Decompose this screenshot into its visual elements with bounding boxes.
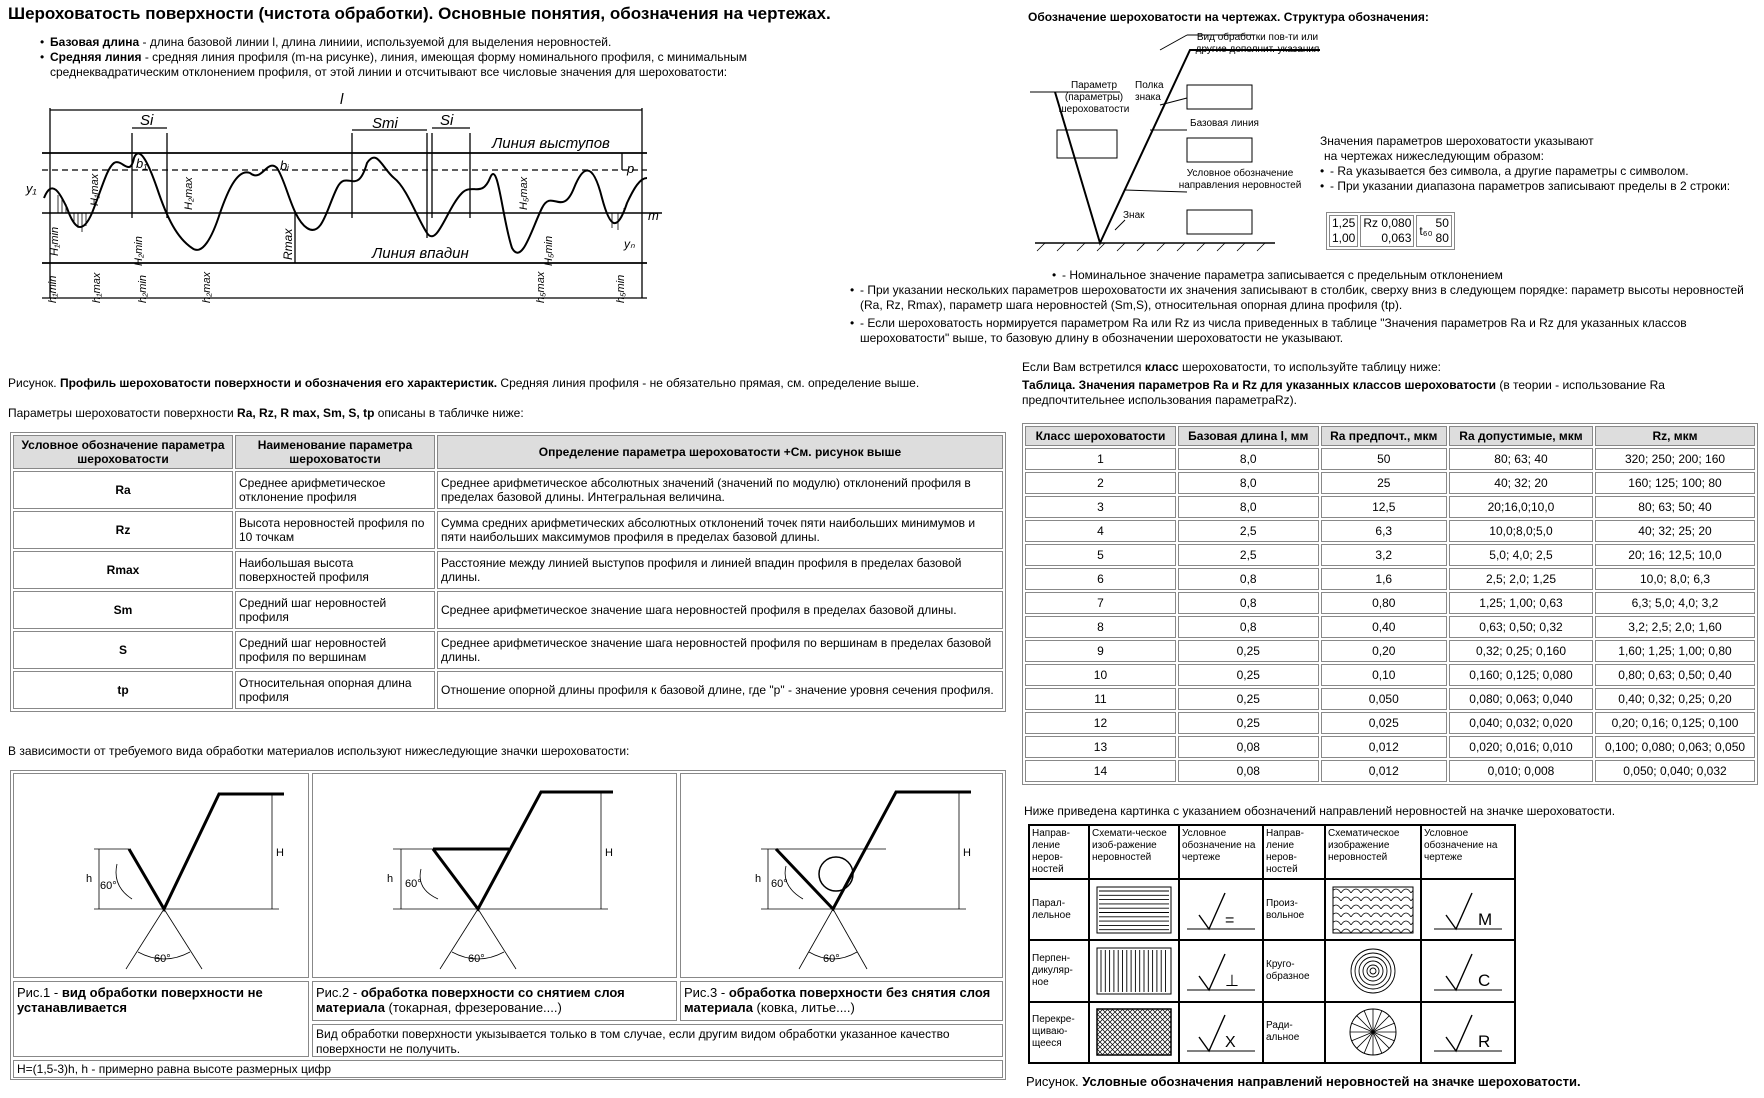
table-cell: tp xyxy=(13,671,233,709)
direction-sign xyxy=(1421,1002,1515,1063)
direction-name: Ради-альное xyxy=(1263,1002,1325,1063)
table-cell: 1,6 xyxy=(1321,568,1447,590)
sign-h-note: H=(1,5-3)h, h - примерно равна высоте размерных цифр xyxy=(13,1060,1003,1078)
table-row xyxy=(13,591,1003,629)
ex-rz2: 0,063 xyxy=(1381,231,1412,245)
label-bi: bᵢ xyxy=(280,158,289,173)
range-example xyxy=(1326,212,1455,250)
values-bullet-4: • - При указании нескольких параметров шероховатости их значения записывают в столбик, сверху вниз в следующем порядке: параметр высоты неровностей (Ra, Rz, Rmax), параметр шага неровностей (Sm,S), относительная опорная длина профиля (tp). xyxy=(850,283,1760,313)
pattern-image xyxy=(1089,879,1179,940)
angle-label: 60° xyxy=(771,878,788,890)
table-cell: 2,5 xyxy=(1178,520,1319,542)
label-l: l xyxy=(340,91,344,108)
table-cell: 13 xyxy=(1025,736,1176,758)
table-cell: 0,050 xyxy=(1321,688,1447,710)
table-header-row xyxy=(1025,426,1755,446)
table-cell: 0,160; 0,125; 0,080 xyxy=(1449,664,1593,686)
table-cell: S xyxy=(13,631,233,669)
table-cell: Среднее арифметическое значение шага неровностей профиля по вершинам в пределах базовой длины. xyxy=(437,631,1003,669)
table-cell: Наибольшая высота поверхностей профиля xyxy=(235,551,435,589)
values-text xyxy=(1320,134,1760,194)
sign-fig-1 xyxy=(13,773,309,978)
label-h5max: H₅max xyxy=(518,176,530,210)
table-cell: Высота неровностей профиля по 10 точкам xyxy=(235,511,435,549)
ex-a2: 1,00 xyxy=(1332,231,1356,245)
ex-rz: Rz 0,080 xyxy=(1363,216,1412,230)
label-dir: Условное обозначение направления неровностей xyxy=(1178,168,1302,191)
table-cell: 8 xyxy=(1025,616,1176,638)
table-cell: 0,80 xyxy=(1321,592,1447,614)
table-cell: 160; 125; 100; 80 xyxy=(1595,472,1755,494)
angle-label: 60° xyxy=(405,878,422,890)
col-header: Определение параметра шероховатости +См. рисунок выше xyxy=(437,435,1003,469)
table-cell: 0,8 xyxy=(1178,592,1319,614)
direction-name: Произ-вольное xyxy=(1263,879,1325,940)
table-cell: 10,0; 8,0; 6,3 xyxy=(1595,568,1755,590)
table-cell: 80; 63; 50; 40 xyxy=(1595,496,1755,518)
angle-label: 60° xyxy=(468,953,485,965)
values-bullet-2: • - При указании диапазона параметров записывают пределы в 2 строки: xyxy=(1320,179,1760,194)
table-cell: 0,010; 0,008 xyxy=(1449,760,1593,782)
sign-caption-2: Рис.2 - обработка поверхности со снятием слоя материала (токарная, фрезерование....) xyxy=(312,981,677,1021)
table-cell: Среднее арифметическое отклонение профиля xyxy=(235,471,435,509)
table-cell: 2,5 xyxy=(1178,544,1319,566)
pattern-image xyxy=(1089,940,1179,1001)
table-row xyxy=(1025,592,1755,614)
table-row xyxy=(1025,472,1755,494)
col-header: Условное обозначение на чертеже xyxy=(1421,825,1515,879)
label-polka: Полка знака xyxy=(1135,80,1164,103)
label-peaks-line: Линия выступов xyxy=(492,135,610,152)
params-intro: Параметры шероховатости поверхности Ra, Rz, R max, Sm, S, tp описаны в табличке ниже: xyxy=(8,406,524,420)
direction-sign xyxy=(1179,1002,1263,1063)
table-cell: Rz xyxy=(13,511,233,549)
table-cell: 6,3; 5,0; 4,0; 3,2 xyxy=(1595,592,1755,614)
dim-H: H xyxy=(605,847,613,859)
table-cell: 0,20; 0,16; 0,125; 0,100 xyxy=(1595,712,1755,734)
ex-t2: 80 xyxy=(1435,231,1449,245)
dim-h: h xyxy=(86,873,93,885)
table-cell: 0,32; 0,25; 0,160 xyxy=(1449,640,1593,662)
label-smi: Smi xyxy=(372,115,398,132)
table-cell: 11 xyxy=(1025,688,1176,710)
label-y1: y₁ xyxy=(26,181,37,196)
ex-t1: 50 xyxy=(1435,216,1449,230)
table-cell: 1,25; 1,00; 0,63 xyxy=(1449,592,1593,614)
parameters-table xyxy=(10,432,1006,712)
table-cell: 50 xyxy=(1321,448,1447,470)
values-line-2: на чертежах нижеследующим образом: xyxy=(1324,149,1544,163)
label-m: m xyxy=(648,208,659,223)
pattern-image xyxy=(1325,940,1421,1001)
col-header: Ra предпочт., мкм xyxy=(1321,426,1447,446)
values-line-1: Значения параметров шероховатости указывают xyxy=(1320,134,1594,148)
table-cell: Rmax xyxy=(13,551,233,589)
col-header: Базовая длина l, мм xyxy=(1178,426,1319,446)
table-cell: 0,100; 0,080; 0,063; 0,050 xyxy=(1595,736,1755,758)
sign-fig-2 xyxy=(312,773,677,978)
ex-a1: 1,25 xyxy=(1332,216,1356,230)
table-cell: 3,2; 2,5; 2,0; 1,60 xyxy=(1595,616,1755,638)
label-si-2: Si xyxy=(440,112,454,129)
direction-sign xyxy=(1421,940,1515,1001)
label-b1: b₁ xyxy=(136,156,148,171)
def-base-length: • Базовая длина - длина базовой линии l, длина линиии, используемой для выделения неровностей. xyxy=(40,35,860,50)
table-row xyxy=(1025,640,1755,662)
table-cell: 0,25 xyxy=(1178,688,1319,710)
col-header: Класс шероховатости xyxy=(1025,426,1176,446)
table-cell: 5,0; 4,0; 2,5 xyxy=(1449,544,1593,566)
table-row xyxy=(13,631,1003,669)
direction-symbol: C xyxy=(1478,970,1491,990)
table-cell: 0,08 xyxy=(1178,736,1319,758)
direction-name: Перекре-щиваю-щееся xyxy=(1029,1002,1089,1063)
label-hmin: H₁min xyxy=(49,226,61,256)
table-cell: 0,012 xyxy=(1321,736,1447,758)
table-cell: 0,63; 0,50; 0,32 xyxy=(1449,616,1593,638)
table-cell: Среднее арифметическое значение шага неровностей профиля в пределах базовой длины. xyxy=(437,591,1003,629)
table-cell: 25 xyxy=(1321,472,1447,494)
table-row xyxy=(1025,712,1755,734)
dim-h: h xyxy=(387,873,394,885)
label-param: Параметр (параметры) шероховатости xyxy=(1058,80,1130,115)
table-cell: 4 xyxy=(1025,520,1176,542)
label-h5min: H₅min xyxy=(543,235,555,266)
structure-diagram xyxy=(1025,30,1325,255)
table-cell: 0,25 xyxy=(1178,664,1319,686)
direction-caption: Рисунок. Условные обозначения направлений неровностей на значке шероховатости. xyxy=(1026,1074,1581,1089)
table-cell: 6 xyxy=(1025,568,1176,590)
definitions-list xyxy=(40,35,860,80)
page-title: Шероховатость поверхности (чистота обработки). Основные понятия, обозначения на чертежах. xyxy=(8,4,831,23)
table-cell: 0,040; 0,032; 0,020 xyxy=(1449,712,1593,734)
label-p: p xyxy=(627,161,635,176)
class-title: Таблица. Значения параметров Ra и Rz для указанных классов шероховатости (в теории - использование Ra предпочтительнее использования параметраRz). xyxy=(1022,378,1665,407)
label-h2max-b: h₂max xyxy=(201,271,213,303)
table-row xyxy=(13,471,1003,509)
col-header: Схемати-ческое изоб-ражение неровностей xyxy=(1089,825,1179,879)
col-header: Направ-ление неров-ностей xyxy=(1029,825,1089,879)
table-cell: 0,25 xyxy=(1178,712,1319,734)
table-cell: Ra xyxy=(13,471,233,509)
direction-sign xyxy=(1179,940,1263,1001)
table-cell: 7 xyxy=(1025,592,1176,614)
col-header: Схематическое изображение неровностей xyxy=(1325,825,1421,879)
table-row xyxy=(1025,496,1755,518)
table-cell: 8,0 xyxy=(1178,472,1319,494)
table-cell: 0,20 xyxy=(1321,640,1447,662)
table-row xyxy=(1025,568,1755,590)
table-cell: 0,10 xyxy=(1321,664,1447,686)
class-table xyxy=(1022,423,1758,785)
ex-t: t₆₀ xyxy=(1419,223,1433,238)
figure-caption: Рисунок. Профиль шероховатости поверхности и обозначения его характеристик. Средняя линия профиля - не обязательно прямая, см. определение выше. xyxy=(8,376,920,390)
table-cell: 3,2 xyxy=(1321,544,1447,566)
table-cell: 0,020; 0,016; 0,010 xyxy=(1449,736,1593,758)
table-cell: Относительная опорная длина профиля xyxy=(235,671,435,709)
table-row xyxy=(13,671,1003,709)
signs-intro: В зависимости от требуемого вида обработки материалов используют нижеследующие значки шероховатости: xyxy=(8,744,630,758)
col-header: Направ-ление неров-ностей xyxy=(1263,825,1325,879)
table-row xyxy=(1025,616,1755,638)
sign-caption-1: Рис.1 - вид обработки поверхности не устанавливается xyxy=(13,981,309,1057)
table-cell: 0,025 xyxy=(1321,712,1447,734)
angle-label: 60° xyxy=(823,953,840,965)
table-cell: 2 xyxy=(1025,472,1176,494)
dim-h: h xyxy=(755,873,762,885)
sign-caption-3: Рис.3 - обработка поверхности без снятия слоя материала (ковка, литье....) xyxy=(680,981,1003,1021)
dim-H: H xyxy=(963,847,971,859)
table-cell: 0,8 xyxy=(1178,568,1319,590)
table-cell: 2,5; 2,0; 1,25 xyxy=(1449,568,1593,590)
class-intro: Если Вам встретился класс шероховатости, то используйте таблицу ниже: xyxy=(1022,360,1441,374)
table-cell: 8,0 xyxy=(1178,448,1319,470)
angle-label: 60° xyxy=(154,953,171,965)
def-mean-line: • Средняя линия - средняя линия профиля (m-на рисунке), линия, имеющая форму номинального профиля, с минимальным среднеквадратическим отклонением профиля, от этой линии и отсчитывают все числовые значения для шероховатости: xyxy=(40,50,860,80)
col-header: Условное обозначение параметра шероховатости xyxy=(13,435,233,469)
direction-symbol: X xyxy=(1225,1034,1236,1052)
label-valleys-line: Линия впадин xyxy=(372,245,469,262)
table-cell: 80; 63; 40 xyxy=(1449,448,1593,470)
table-cell: 1,60; 1,25; 1,00; 0,80 xyxy=(1595,640,1755,662)
table-header-row xyxy=(13,435,1003,469)
table-cell: 5 xyxy=(1025,544,1176,566)
table-cell: Сумма средних арифметических абсолютных отклонений точек пяти наибольших минимумов и пяти наибольших максимумов профиля в пределах базовой длины. xyxy=(437,511,1003,549)
label-h5min-b: h₅min xyxy=(615,274,627,303)
table-cell: Среднее арифметическое абсолютных значений (значений по модулю) отклонений профиля в пределах базовой длины. Интегральная величина. xyxy=(437,471,1003,509)
pattern-image xyxy=(1325,1002,1421,1063)
table-cell: 0,80; 0,63; 0,50; 0,40 xyxy=(1595,664,1755,686)
direction-symbol: ⊥ xyxy=(1225,972,1239,990)
col-header: Ra допустимые, мкм xyxy=(1449,426,1593,446)
table-cell: 0,012 xyxy=(1321,760,1447,782)
direction-symbol: M xyxy=(1478,909,1493,929)
table-cell: 0,080; 0,063; 0,040 xyxy=(1449,688,1593,710)
table-row xyxy=(13,511,1003,549)
table-cell: Отношение опорной длины профиля к базовой длине, где "p" - значение уровня сечения профиля. xyxy=(437,671,1003,709)
col-header: Rz, мкм xyxy=(1595,426,1755,446)
table-cell: 20;16,0;10,0 xyxy=(1449,496,1593,518)
table-cell: 0,40; 0,32; 0,25; 0,20 xyxy=(1595,688,1755,710)
table-cell: 0,25 xyxy=(1178,640,1319,662)
table-cell: 0,8 xyxy=(1178,616,1319,638)
direction-symbol: R xyxy=(1478,1032,1491,1052)
table-cell: 12,5 xyxy=(1321,496,1447,518)
table-cell: 1 xyxy=(1025,448,1176,470)
table-cell: 0,40 xyxy=(1321,616,1447,638)
table-row xyxy=(1025,520,1755,542)
direction-sign xyxy=(1179,879,1263,940)
table-cell: 10 xyxy=(1025,664,1176,686)
table-cell: Средний шаг неровностей профиля по вершинам xyxy=(235,631,435,669)
table-row xyxy=(1025,664,1755,686)
table-cell: Расстояние между линией выступов профиля и линией впадин профиля в пределах базовой длины. xyxy=(437,551,1003,589)
values-notes-list xyxy=(850,283,1760,346)
roughness-profile-figure xyxy=(22,88,667,310)
table-cell: 20; 16; 12,5; 10,0 xyxy=(1595,544,1755,566)
table-cell: 8,0 xyxy=(1178,496,1319,518)
label-znak: Знак xyxy=(1123,210,1145,221)
col-header: Наименование параметра шероховатости xyxy=(235,435,435,469)
label-yn: yₙ xyxy=(624,237,635,251)
values-bullet-3: • - Номинальное значение параметра записывается с предельным отклонением xyxy=(1052,268,1752,283)
direction-symbol: = xyxy=(1225,911,1235,929)
table-cell: 12 xyxy=(1025,712,1176,734)
values-bullet-5: • - Если шероховатость нормируется параметром Ra или Rz из числа приведенных в таблице "Значения параметров Ra и Rz для указанных классов шероховатости" выше, то базовую длину в обозначении шероховатости не указывают. xyxy=(850,316,1760,346)
direction-name: Круго-образное xyxy=(1263,940,1325,1001)
table-cell: 40; 32; 25; 20 xyxy=(1595,520,1755,542)
structure-title: Обозначение шероховатости на чертежах. Структура обозначения: xyxy=(1028,10,1429,24)
table-cell: 0,050; 0,040; 0,032 xyxy=(1595,760,1755,782)
table-row xyxy=(1025,760,1755,782)
label-h1max: H₁max xyxy=(89,173,101,206)
dim-H: H xyxy=(276,847,284,859)
label-base: Базовая линия xyxy=(1190,118,1259,129)
label-h1min-b: h₁min xyxy=(47,275,59,303)
direction-sign xyxy=(1421,879,1515,940)
table-row xyxy=(1025,544,1755,566)
table-cell: 9 xyxy=(1025,640,1176,662)
table-cell: 0,08 xyxy=(1178,760,1319,782)
table-row xyxy=(1025,688,1755,710)
direction-table xyxy=(1028,824,1516,1064)
values-bullet-3-list xyxy=(1052,268,1752,283)
table-cell: 320; 250; 200; 160 xyxy=(1595,448,1755,470)
label-h1max-b: h₁max xyxy=(91,272,103,303)
values-bullet-1: • - Ra указывается без символа, а другие параметры с символом. xyxy=(1320,164,1760,179)
label-h5max-b: h₅max xyxy=(535,271,547,303)
label-h2min-b: h₂min xyxy=(137,274,149,303)
table-cell: Средний шаг неровностей профиля xyxy=(235,591,435,629)
label-h2min: H₂min xyxy=(133,236,145,266)
label-rmax: Rmax xyxy=(281,228,295,260)
angle-label: 60° xyxy=(100,880,117,892)
direction-intro: Ниже приведена картинка с указанием обозначений направлений неровностей на значке шероховатости. xyxy=(1024,804,1616,818)
direction-name: Парал-лельное xyxy=(1029,879,1089,940)
col-header: Условное обозначение на чертеже xyxy=(1179,825,1263,879)
sign-note: Вид обработки поверхности укызывается только в том случае, если другим видом обработки указанное качество поверхности не получить. xyxy=(312,1024,1003,1057)
table-row xyxy=(1025,736,1755,758)
table-cell: 6,3 xyxy=(1321,520,1447,542)
pattern-image xyxy=(1089,1002,1179,1063)
table-cell: 3 xyxy=(1025,496,1176,518)
pattern-image xyxy=(1325,879,1421,940)
table-row xyxy=(13,551,1003,589)
table-cell: 10,0;8,0;5,0 xyxy=(1449,520,1593,542)
sign-fig-3 xyxy=(680,773,1003,978)
label-si: Si xyxy=(140,112,154,129)
table-cell: 14 xyxy=(1025,760,1176,782)
table-cell: Sm xyxy=(13,591,233,629)
table-row xyxy=(1025,448,1755,470)
label-h2max: H₂max xyxy=(183,177,195,210)
table-cell: 40; 32; 20 xyxy=(1449,472,1593,494)
label-vid: Вид обработки пов-ти или другие дополнит. указания xyxy=(1195,32,1320,55)
direction-name: Перпен-дикуляр-ное xyxy=(1029,940,1089,1001)
